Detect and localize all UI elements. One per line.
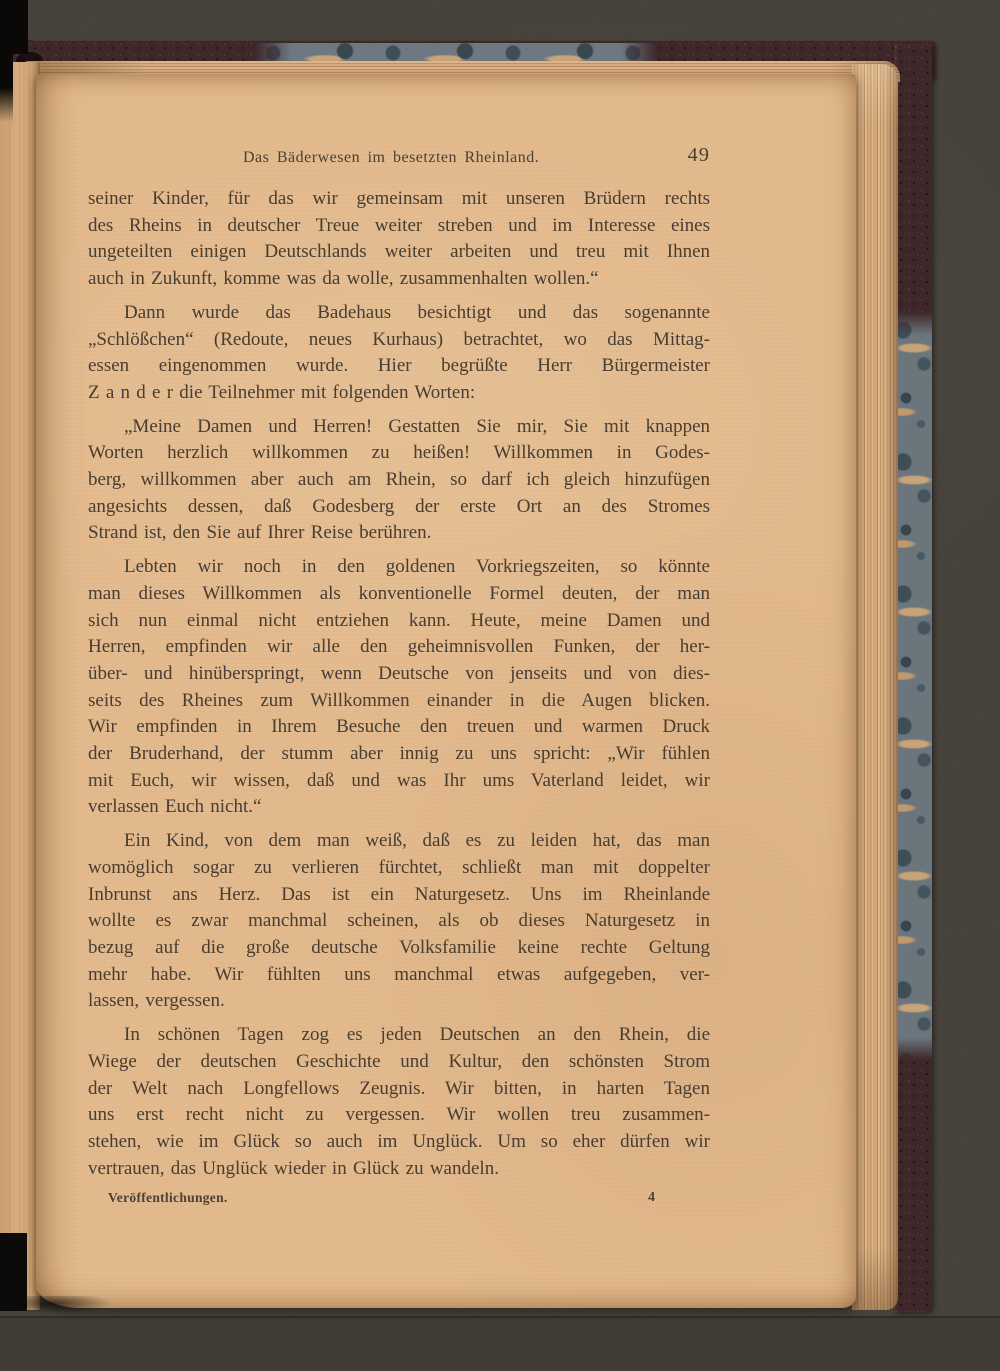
text-line: verlassen Euch nicht.“ [88,796,262,818]
text-line: wollte es zwar manchmal scheinen, als ob dieses Naturgesetz in [88,910,710,932]
scanner-bed-edge [0,1316,1000,1371]
text-line: ungeteilten einigen Deutschlands weiter arbeiten und treu mit Ihnen [88,241,710,263]
printed-content [88,74,710,1308]
page-number: 49 [687,144,710,166]
paragraph [88,414,710,548]
text-line: der Welt nach Longfellows Zeugnis. Wir bitten, in harten Tagen [88,1077,710,1099]
text-line: über- und hinüberspringt, wenn Deutsche von jenseits und von dies- [88,662,710,684]
text-line: Wiege der deutschen Geschichte und Kultur, den schönsten Strom [88,1050,710,1072]
text-line: Dann wurde das Badehaus besichtigt und das sogenannte [124,301,710,323]
text-line: bezug auf die große deutsche Volksfamilie keine rechte Geltung [88,936,710,958]
text-line: angesichts dessen, daß Godesberg der erste Ort an des Stromes [88,495,710,517]
text-line: Strand ist, den Sie auf Ihrer Reise berühren. [88,522,432,544]
text-line: Lebten wir noch in den goldenen Vorkriegszeiten, so könnte [124,556,710,578]
text-line: essen eingenommen wurde. Hier begrüßte Herr Bürgermeister [88,355,710,377]
text-line: vertrauen, das Unglück wieder in Glück zu wandeln. [88,1157,499,1179]
text-line: stehen, wie im Glück so auch im Unglück. Um so eher dürfen wir [88,1130,710,1152]
footer-sheet-number: 4 [648,1190,655,1205]
book-cover-right-edge [894,44,932,1312]
body-text [88,186,710,1182]
text-line: Herren, empfinden wir alle den geheimnisvollen Funken, der her- [88,636,710,658]
text-line: seits des Rheines zum Willkommen einander in die Augen blicken. [88,689,710,711]
paragraph [88,300,710,407]
book-page [36,74,856,1308]
text-line: In schönen Tagen zog es jeden Deutschen an den Rhein, die [124,1024,710,1046]
text-line: Wir empfinden in Ihrem Besuche den treuen und warmen Druck [88,716,710,738]
text-line: seiner Kinder, für das wir gemeinsam mit unseren Brüdern rechts [88,188,710,209]
text-line: „Schlößchen“ (Redoute, neues Kurhaus) betrachtet, wo das Mittag- [88,328,710,350]
text-line: Inbrunst ans Herz. Das ist ein Naturgesetz. Uns im Rheinlande [88,883,710,905]
text-line: sich nun einmal nicht entziehen kann. Heute, meine Damen und [88,609,710,631]
text-line: des Rheins in deutscher Treue weiter streben und im Interesse eines [88,214,710,236]
text-line: Z a n d e r die Teilnehmer mit folgenden Worten: [88,381,476,403]
page-bottom-shadow [16,1296,112,1314]
text-line: womöglich sogar zu verlieren fürchtet, schließt man mit doppelter [88,856,710,878]
text-line: mit Euch, wir wissen, daß und was Ihr ums Vaterland leidet, wir [88,769,710,791]
scan-edge-shadow-left [0,0,13,122]
page-footer [88,1190,710,1210]
text-line: auch in Zukunft, komme was da wolle, zusammenhalten wollen.“ [88,268,599,290]
paragraph [88,554,710,821]
running-header [88,144,710,172]
text-line: man dieses Willkommen als konventionelle Formel deuten, der man [88,582,710,604]
paragraph [88,186,710,293]
text-line: berg, willkommen aber auch am Rhein, so darf ich gleich hinzufügen [88,469,710,491]
text-line: Ein Kind, von dem man weiß, daß es zu leiden hat, das man [124,830,710,852]
text-line: uns erst recht nicht zu vergessen. Wir wollen treu zusammen- [88,1104,710,1126]
facing-page-gutter [0,62,40,1310]
text-line: der Bruderhand, der stumm aber innig zu uns spricht: „Wir fühlen [88,743,710,765]
footer-signature: Veröffentlichungen. [108,1190,228,1205]
text-line: lassen, vergessen. [88,990,225,1012]
paragraph [88,1022,710,1182]
text-line: mehr habe. Wir fühlten uns manchmal etwas aufgegeben, ver- [88,963,710,985]
text-line: Worten herzlich willkommen zu heißen! Willkommen in Godes- [88,442,710,464]
marbled-paper-right [894,312,932,1060]
text-line: „Meine Damen und Herren! Gestatten Sie mir, Sie mit knappen [124,415,710,437]
header-title: Das Bäderwesen im besetzten Rheinland. [243,149,540,166]
page-stack-right-edges [852,64,898,1310]
paragraph [88,828,710,1015]
